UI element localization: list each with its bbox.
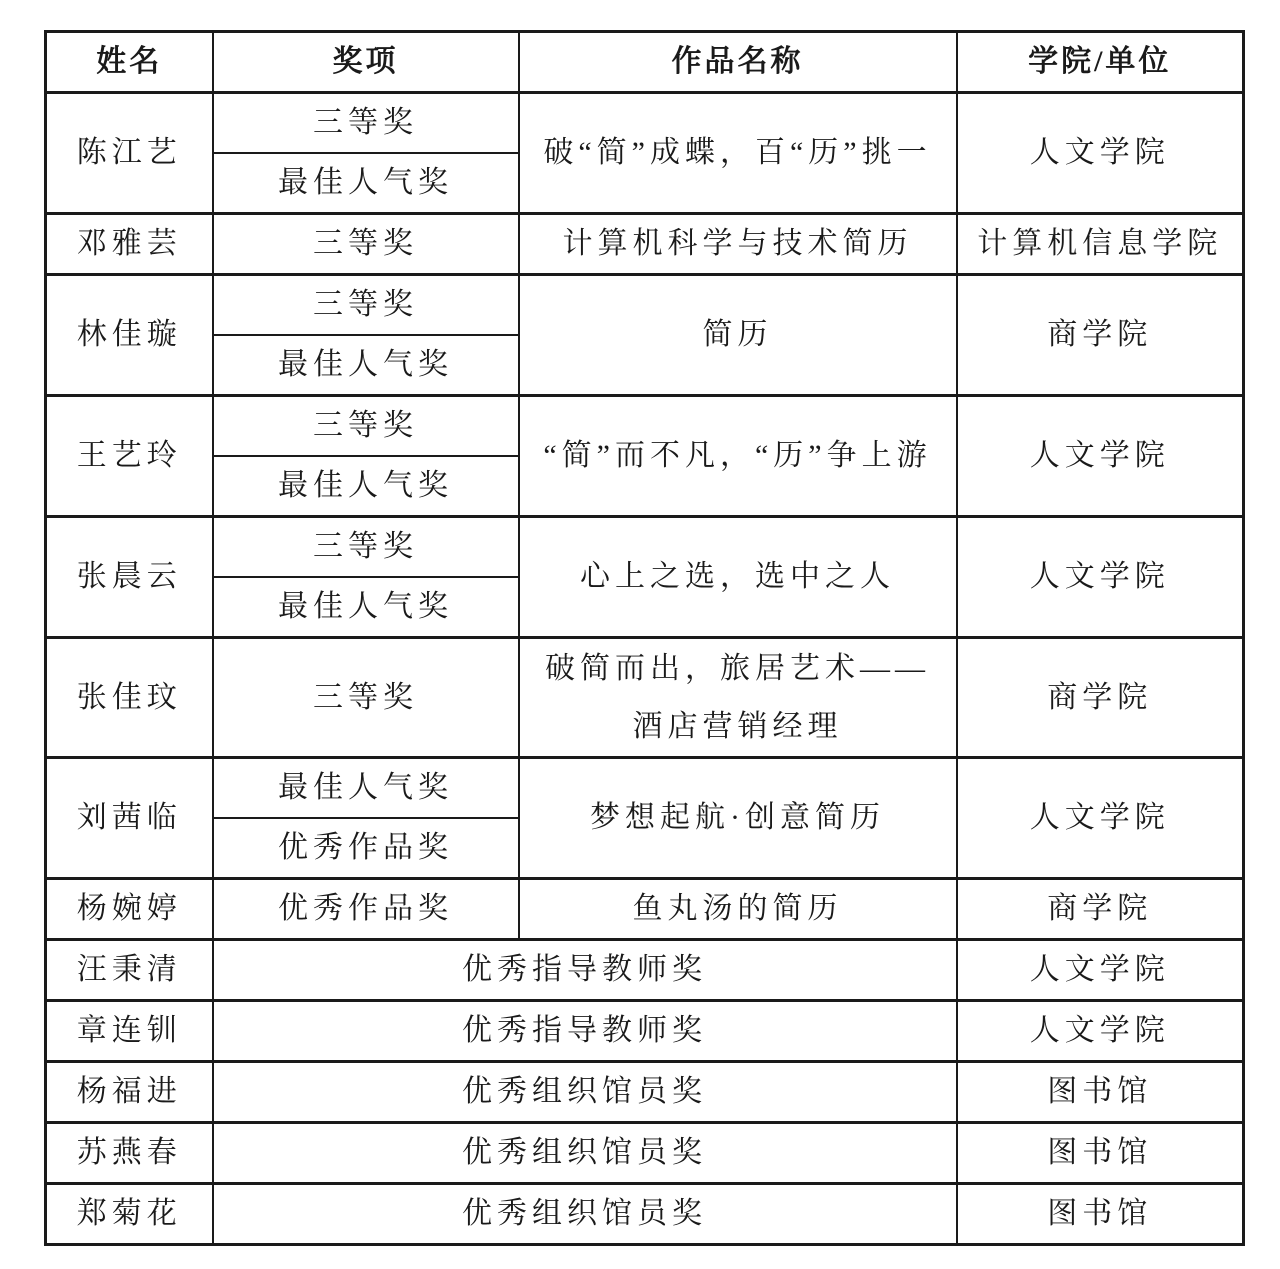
name-cell: 杨福进 <box>46 1062 213 1123</box>
college-cell: 人文学院 <box>957 517 1244 638</box>
table-row <box>46 517 1244 578</box>
award-cell: 最佳人气奖 <box>213 153 519 214</box>
table-row <box>46 879 1244 940</box>
college-cell: 图书馆 <box>957 1184 1244 1245</box>
name-cell: 张晨云 <box>46 517 213 638</box>
work-cell: 简历 <box>519 275 957 396</box>
name-cell: 张佳玟 <box>46 638 213 758</box>
award-cell: 优秀组织馆员奖 <box>213 1123 957 1184</box>
name-cell: 王艺玲 <box>46 396 213 517</box>
table-row <box>46 214 1244 275</box>
award-cell: 最佳人气奖 <box>213 335 519 396</box>
table-row <box>46 638 1244 758</box>
college-cell: 商学院 <box>957 638 1244 758</box>
work-cell: 计算机科学与技术简历 <box>519 214 957 275</box>
college-cell: 人文学院 <box>957 758 1244 879</box>
college-cell: 计算机信息学院 <box>957 214 1244 275</box>
name-cell: 刘茜临 <box>46 758 213 879</box>
award-cell: 优秀组织馆员奖 <box>213 1062 957 1123</box>
award-cell: 三等奖 <box>213 275 519 336</box>
college-cell: 人文学院 <box>957 1001 1244 1062</box>
col-header-work: 作品名称 <box>519 32 957 93</box>
award-cell: 优秀作品奖 <box>213 879 519 940</box>
table-row <box>46 1123 1244 1184</box>
work-cell: 破简而出，旅居艺术——酒店营销经理 <box>519 638 957 758</box>
work-cell: 破“简”成蝶，百“历”挑一 <box>519 93 957 214</box>
college-cell: 人文学院 <box>957 940 1244 1001</box>
college-cell: 商学院 <box>957 879 1244 940</box>
awards-table <box>44 30 1245 1246</box>
name-cell: 杨婉婷 <box>46 879 213 940</box>
college-cell: 人文学院 <box>957 93 1244 214</box>
table-row <box>46 396 1244 457</box>
award-cell: 三等奖 <box>213 517 519 578</box>
table-row <box>46 940 1244 1001</box>
work-cell: “简”而不凡，“历”争上游 <box>519 396 957 517</box>
work-cell: 心上之选，选中之人 <box>519 517 957 638</box>
award-cell: 优秀指导教师奖 <box>213 1001 957 1062</box>
table-row <box>46 275 1244 336</box>
award-cell: 三等奖 <box>213 638 519 758</box>
name-cell: 苏燕春 <box>46 1123 213 1184</box>
name-cell: 陈江艺 <box>46 93 213 214</box>
award-cell: 优秀指导教师奖 <box>213 940 957 1001</box>
name-cell: 邓雅芸 <box>46 214 213 275</box>
table-row <box>46 93 1244 154</box>
award-cell: 最佳人气奖 <box>213 758 519 819</box>
college-cell: 图书馆 <box>957 1123 1244 1184</box>
work-cell: 鱼丸汤的简历 <box>519 879 957 940</box>
table-row <box>46 758 1244 819</box>
name-cell: 章连钏 <box>46 1001 213 1062</box>
award-cell: 优秀作品奖 <box>213 818 519 879</box>
name-cell: 汪秉清 <box>46 940 213 1001</box>
header-row <box>46 32 1244 93</box>
table-row <box>46 1001 1244 1062</box>
col-header-name: 姓名 <box>46 32 213 93</box>
name-cell: 郑菊花 <box>46 1184 213 1245</box>
college-cell: 人文学院 <box>957 396 1244 517</box>
college-cell: 商学院 <box>957 275 1244 396</box>
col-header-college: 学院/单位 <box>957 32 1244 93</box>
award-cell: 三等奖 <box>213 396 519 457</box>
table-row <box>46 1184 1244 1245</box>
name-cell: 林佳璇 <box>46 275 213 396</box>
work-cell: 梦想起航·创意简历 <box>519 758 957 879</box>
award-cell: 最佳人气奖 <box>213 577 519 638</box>
table-row <box>46 1062 1244 1123</box>
award-cell: 三等奖 <box>213 214 519 275</box>
college-cell: 图书馆 <box>957 1062 1244 1123</box>
col-header-award: 奖项 <box>213 32 519 93</box>
award-cell: 最佳人气奖 <box>213 456 519 517</box>
award-cell: 优秀组织馆员奖 <box>213 1184 957 1245</box>
award-cell: 三等奖 <box>213 93 519 154</box>
